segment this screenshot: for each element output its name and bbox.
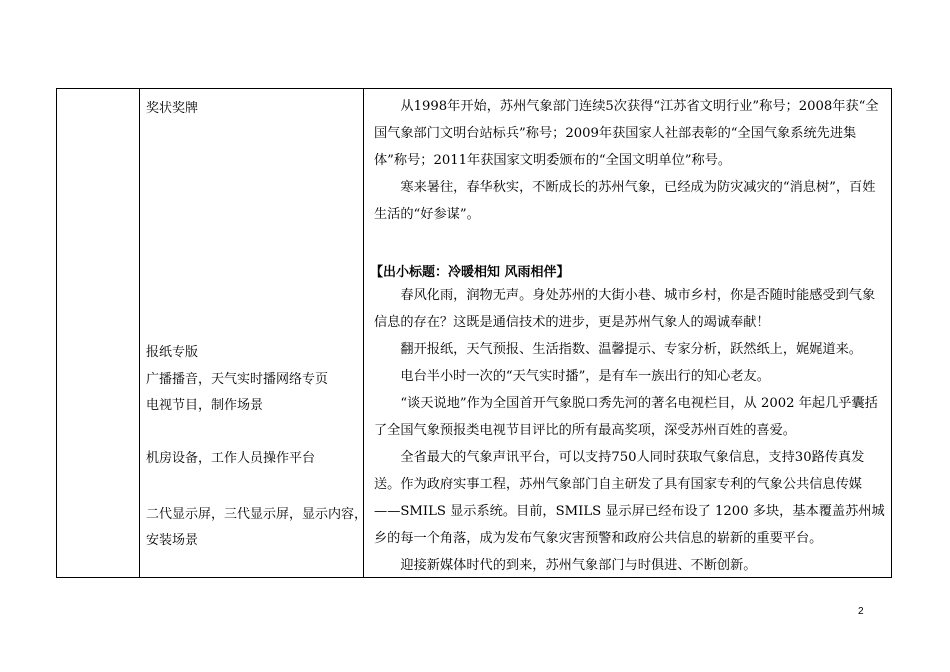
paragraph-smils: 作为政府实事工程，苏州气象部门自主研发了具有国家专利的气象公共信息传媒——SMILS 显示系统。目前，SMILS 显示屏已经布设了 1200 多块，基本覆盖苏州城乡的每一个角落，成为发布气象灾害预警和政府公共信息的崭新的重要平台。 [374, 477, 885, 546]
table-column-text [364, 89, 891, 577]
paragraph-new-media: 迎接新媒体时代的到来，苏州气象部门与时俱进、不断创新。 [400, 558, 757, 573]
label-award: 奖状奖牌 [146, 101, 199, 116]
label-displays: 二代显示屏，三代显示屏，显示内容， [146, 507, 368, 522]
label-machine-room: 机房设备，工作人员操作平台 [146, 451, 316, 466]
paragraph-voice-platform: 全省最大的气象声讯平台，可以支持750人同时获取气象信息，支持30路传真发送。 [374, 450, 865, 492]
table-column-materials [140, 89, 368, 577]
paragraph-growth: 寒来暑往，春华秋实，不断成长的苏州气象，已经成为防灾减灾的“消息树”，百姓生活的“好参谋”。 [374, 180, 876, 222]
table-column-index [57, 89, 140, 577]
paragraph-honors: 从1998年开始，苏州气象部门连续5次获得“江苏省文明行业”称号；2008年获“全国气象部门文明台站标兵”称号；2009年获国家人社部表彰的“全国气象系统先进集体”称号；2011年获国家文明委颁布的“全国文明单位”称号。 [374, 99, 879, 168]
page-number: 2 [858, 606, 864, 617]
content-table [56, 88, 892, 578]
label-broadcast: 广播播音，天气实时播网络专页 [146, 372, 329, 387]
label-newspaper: 报纸专版 [146, 345, 199, 360]
label-tv: 电视节目，制作场景 [146, 398, 264, 413]
paragraph-tv-show: “谈天说地”作为全国首开气象脱口秀先河的著名电视栏目，从 2002 年起几乎囊括了全国气象预报类电视节目评比的所有最高奖项，深受苏州百姓的喜爱。 [374, 396, 878, 438]
section-heading: 【出小标题：冷暖相知 风雨相伴】 [370, 265, 570, 280]
paragraph-newspaper: 翻开报纸，天气预报、生活指数、温馨提示、专家分析，跃然纸上，娓娓道来。 [400, 342, 862, 357]
label-displays-scene: 安装场景 [146, 533, 199, 548]
paragraph-radio: 电台半小时一次的“天气实时播”，是有车一族出行的知心老友。 [400, 369, 770, 384]
paragraph-intro: 春风化雨，润物无声。身处苏州的大街小巷、城市乡村，你是否随时能感受到气象信息的存在？这既是通信技术的进步，更是苏州气象人的竭诚奉献！ [374, 288, 876, 330]
